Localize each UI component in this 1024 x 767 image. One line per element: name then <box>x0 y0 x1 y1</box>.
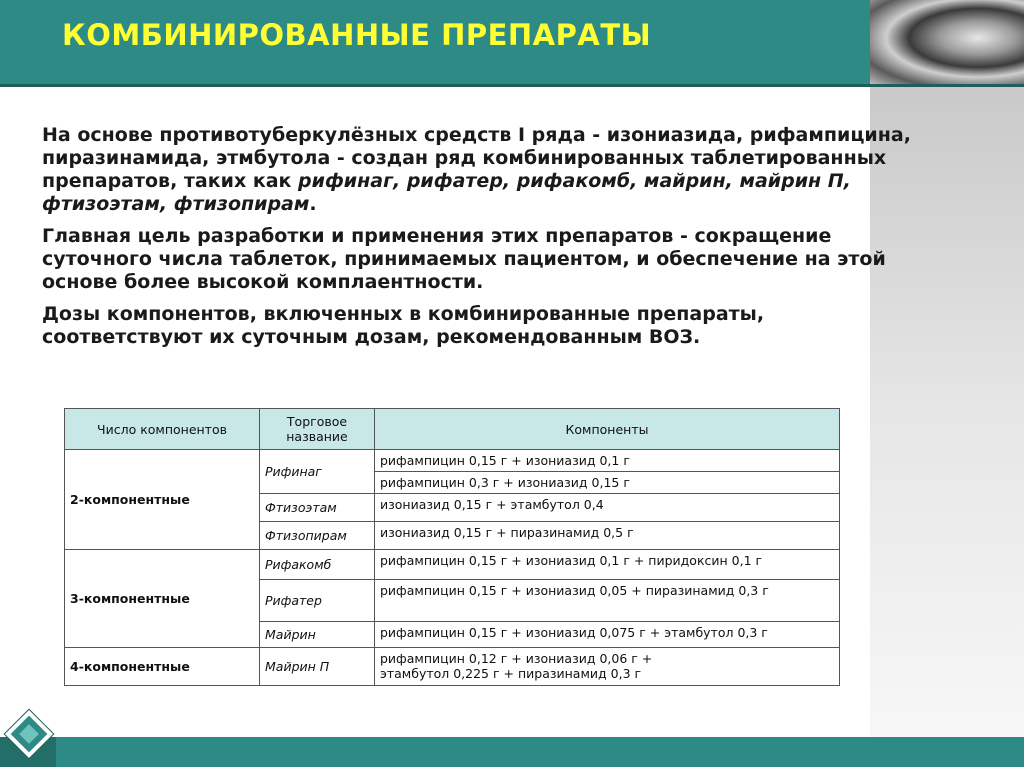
trade-rifakomb: Рифакомб <box>260 550 375 580</box>
trade-rifater: Рифатер <box>260 580 375 622</box>
paragraph-1-text: На основе противотуберкулёзных средств I ряда - изониазида, рифампицина, пиразинамида, этмбутола - создан ряд комбинированных таблетированных препаратов, таких как <box>42 124 911 192</box>
header-bar <box>0 0 870 84</box>
decorative-corner-image <box>870 0 1024 84</box>
paragraph-3: Дозы компонентов, включенных в комбинированные препараты, соответствуют их суточным дозам, рекомендованным ВОЗ. <box>42 303 765 348</box>
page-title: КОМБИНИРОВАННЫЕ ПРЕПАРАТЫ <box>62 18 652 52</box>
components-rifinag-1: рифампицин 0,15 г + изониазид 0,1 г <box>375 450 840 472</box>
trade-rifinag: Рифинаг <box>260 450 375 494</box>
components-ftizopiram: изониазид 0,15 г + пиразинамид 0,5 г <box>375 522 840 550</box>
components-rifinag-2: рифампицин 0,3 г + изониазид 0,15 г <box>375 472 840 494</box>
footer-bar <box>0 737 1024 767</box>
table-row <box>65 648 840 686</box>
components-mairin-p-line-1: рифампицин 0,12 г + изониазид 0,06 г + <box>380 651 653 666</box>
group-2-components: 2-компонентные <box>65 450 260 550</box>
trade-mairin: Майрин <box>260 622 375 648</box>
header-count: Число компонентов <box>65 409 260 450</box>
components-mairin-p <box>375 648 840 686</box>
body-text <box>42 124 922 358</box>
components-rifater: рифампицин 0,15 г + изониазид 0,05 + пиразинамид 0,3 г <box>375 580 840 622</box>
components-mairin: рифампицин 0,15 г + изониазид 0,075 г + этамбутол 0,3 г <box>375 622 840 648</box>
trade-ftizoetam: Фтизоэтам <box>260 494 375 522</box>
group-3-components: 3-компонентные <box>65 550 260 648</box>
components-rifakomb: рифампицин 0,15 г + изониазид 0,1 г + пиридоксин 0,1 г <box>375 550 840 580</box>
paragraph-2: Главная цель разработки и применения этих препаратов - сокращение суточного числа таблеток, принимаемых пациентом, и обеспечение на этой основе более высокой комплаентности. <box>42 225 886 293</box>
components-ftizoetam: изониазид 0,15 г + этамбутол 0,4 <box>375 494 840 522</box>
table-header-row <box>65 409 840 450</box>
diamond-inner-shape <box>19 724 39 744</box>
components-mairin-p-line-2: этамбутол 0,225 г + пиразинамид 0,3 г <box>380 666 642 681</box>
table-row <box>65 450 840 472</box>
header-trade-name: Торговое название <box>260 409 375 450</box>
group-4-components: 4-компонентные <box>65 648 260 686</box>
trade-mairin-p: Майрин П <box>260 648 375 686</box>
paragraph-1-end: . <box>309 193 317 215</box>
trade-ftizopiram: Фтизопирам <box>260 522 375 550</box>
paragraph-1 <box>42 124 922 216</box>
table-row <box>65 550 840 580</box>
components-table <box>64 408 840 686</box>
header-components: Компоненты <box>375 409 840 450</box>
drug-list: рифинаг, рифатер, рифакомб, майрин, майрин П, фтизоэтам, фтизопирам <box>42 170 851 215</box>
